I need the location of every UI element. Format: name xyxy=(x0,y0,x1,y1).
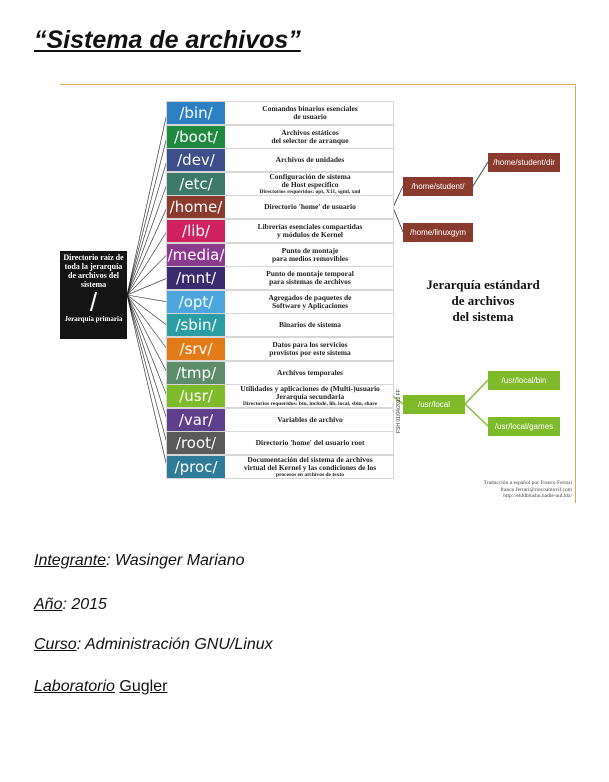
subdirectory-box: /usr/local/bin xyxy=(488,371,560,390)
subdirectory-box: /home/student/dir xyxy=(488,153,560,172)
root-description: Directorio raíz de toda la jerarquía de archivos del sistema xyxy=(63,253,124,289)
connector-line xyxy=(127,113,167,295)
directory-description xyxy=(229,338,391,360)
directory-row xyxy=(167,173,393,195)
directory-name: /sbin/ xyxy=(167,314,225,336)
directory-row xyxy=(167,409,393,431)
description-line: Configuración de sistema xyxy=(269,171,351,181)
directory-row xyxy=(167,149,393,171)
directory-row xyxy=(167,196,393,218)
directory-name: /mnt/ xyxy=(167,267,225,289)
directory-row xyxy=(167,244,393,266)
document-title: “Sistema de archivos” xyxy=(34,26,301,54)
description-line: Directorio 'home' del usuario root xyxy=(255,438,365,448)
directory-description xyxy=(229,220,391,242)
directory-description xyxy=(229,409,391,431)
connector-line xyxy=(127,295,167,443)
directory-row xyxy=(167,385,393,407)
directory-row xyxy=(167,456,393,478)
lab-value: Gugler xyxy=(119,678,168,695)
info-laboratorio xyxy=(34,678,167,696)
hierarchy-label-line: Jerarquía estándard xyxy=(426,277,540,292)
description-line: Binarios de sistema xyxy=(278,320,342,330)
subdirectory-box: /home/linuxgym xyxy=(403,223,473,242)
connector-line xyxy=(465,404,488,426)
directory-name: /home/ xyxy=(167,196,225,218)
directory-name: /dev/ xyxy=(167,149,225,171)
directory-row xyxy=(167,362,393,384)
anio-label: Año xyxy=(34,596,63,613)
directory-name: /tmp/ xyxy=(167,362,225,384)
root-subtitle: Jerarquía primaria xyxy=(64,315,123,323)
description-line: Librerías esenciales compartidas xyxy=(257,222,363,231)
description-line: Variables de archivo xyxy=(277,414,343,424)
anio-value: : 2015 xyxy=(62,596,107,613)
connector-line xyxy=(393,207,403,232)
connector-line xyxy=(127,278,167,295)
info-curso xyxy=(34,636,273,654)
curso-value: : Administración GNU/Linux xyxy=(76,636,273,653)
description-line: Jerarquía secundaria xyxy=(275,392,345,402)
directory-name: /bin/ xyxy=(167,102,225,124)
description-line: virtual del Kernel y las condiciones de los xyxy=(243,463,377,472)
description-line: Software y Aplicaciones xyxy=(271,300,349,310)
description-line: Directorios requeridos: bin, include, lib, local, sbin, share xyxy=(242,401,378,408)
description-line: Comandos binarios esenciales xyxy=(262,104,358,113)
integrante-value: : Wasinger Mariano xyxy=(106,552,245,569)
connector-line xyxy=(127,184,167,295)
connector-line xyxy=(393,186,403,207)
description-line: procesos en archivos de texto xyxy=(276,472,344,478)
directory-description xyxy=(229,432,391,454)
description-line: provistos por este sistema xyxy=(269,348,351,357)
description-line: de Host específico xyxy=(281,179,339,189)
directory-name: /srv/ xyxy=(167,338,225,360)
connector-line xyxy=(127,295,167,373)
directory-name: /proc/ xyxy=(167,456,225,478)
root-directory-box xyxy=(60,251,127,339)
connector-line xyxy=(127,295,167,302)
directory-name: /opt/ xyxy=(167,291,225,313)
root-symbol: / xyxy=(89,287,98,317)
description-line: Punto de montaje temporal xyxy=(266,269,354,279)
directory-row xyxy=(167,102,393,124)
directory-description xyxy=(229,102,391,124)
description-line: Directorio 'home' de usuario xyxy=(264,202,356,212)
side-code: FSH 01/04/2012 FF xyxy=(396,389,402,433)
credit-line: Traducción a español por Franco Ferrari xyxy=(483,480,572,486)
directory-description xyxy=(229,149,391,171)
directory-name: /etc/ xyxy=(167,173,225,195)
connector-line xyxy=(127,207,167,295)
directory-name: /usr/ xyxy=(167,385,225,407)
description-line: Archivos estáticos xyxy=(281,127,339,137)
translation-credit xyxy=(440,480,572,500)
directory-row xyxy=(167,338,393,360)
directory-name: /media/ xyxy=(167,245,225,264)
description-line: Agregados de paquetes de xyxy=(268,292,352,302)
connector-line xyxy=(127,137,167,295)
directory-row xyxy=(167,291,393,313)
subdirectory-box: /usr/local/games xyxy=(488,417,560,436)
info-integrante xyxy=(34,552,245,570)
directory-row xyxy=(167,220,393,242)
directory-name: /root/ xyxy=(167,432,225,454)
description-line: del selector de arranque xyxy=(271,135,349,145)
description-line: Documentación del sistema de archivos xyxy=(247,455,373,464)
description-line: Archivos de unidades xyxy=(275,155,345,165)
subdirectory-box: /usr/local xyxy=(403,395,465,414)
directory-description xyxy=(229,267,391,289)
description-line: para sistemas de archivos xyxy=(269,277,351,287)
description-line: Utilidades y aplicaciones de (Multi-)usuario xyxy=(240,384,380,394)
directory-description xyxy=(229,244,391,266)
lab-label: Laboratorio xyxy=(34,678,115,695)
credit-line: http://elddblushu.hadie-aul.blz/ xyxy=(503,493,572,499)
connector-line xyxy=(127,231,167,295)
description-line: Datos para los servicios xyxy=(272,340,348,349)
directory-description xyxy=(229,456,391,478)
directory-name: /var/ xyxy=(167,409,225,431)
hierarchy-label-line: de archivos xyxy=(451,293,515,308)
connector-line xyxy=(127,295,167,420)
filesystem-hierarchy-diagram xyxy=(60,84,576,503)
directory-description xyxy=(229,126,391,148)
connector-line xyxy=(473,162,488,186)
directory-row xyxy=(167,432,393,454)
directory-description xyxy=(229,362,391,384)
directory-row xyxy=(167,267,393,289)
directory-description xyxy=(229,314,391,336)
curso-label: Curso xyxy=(34,636,77,653)
directory-description xyxy=(229,173,391,195)
directory-row xyxy=(167,314,393,336)
description-line: y módulos de Kernel xyxy=(276,230,344,239)
description-line: Punto de montaje xyxy=(281,245,339,255)
description-line: para medios removibles xyxy=(271,253,349,263)
directory-description xyxy=(229,291,391,313)
directory-name: /lib/ xyxy=(167,220,225,242)
subdirectory-box: /home/student/ xyxy=(403,177,473,196)
description-line: de usuario xyxy=(293,112,327,121)
hierarchy-label xyxy=(403,277,563,325)
directory-description xyxy=(229,196,391,218)
directory-row xyxy=(167,126,393,148)
info-anio xyxy=(34,596,107,614)
description-line: Directorios requeridos: opt, X11, sgml, xml xyxy=(259,188,361,195)
description-line: Archivos temporales xyxy=(277,367,343,377)
directory-description xyxy=(229,385,391,407)
credit-line: franco.ferrari@riocoamovil.com xyxy=(500,486,572,493)
connector-line xyxy=(465,380,488,404)
integrante-label: Integrante xyxy=(34,552,107,569)
hierarchy-label-line: del sistema xyxy=(452,309,514,324)
directory-name: /boot/ xyxy=(167,126,225,148)
